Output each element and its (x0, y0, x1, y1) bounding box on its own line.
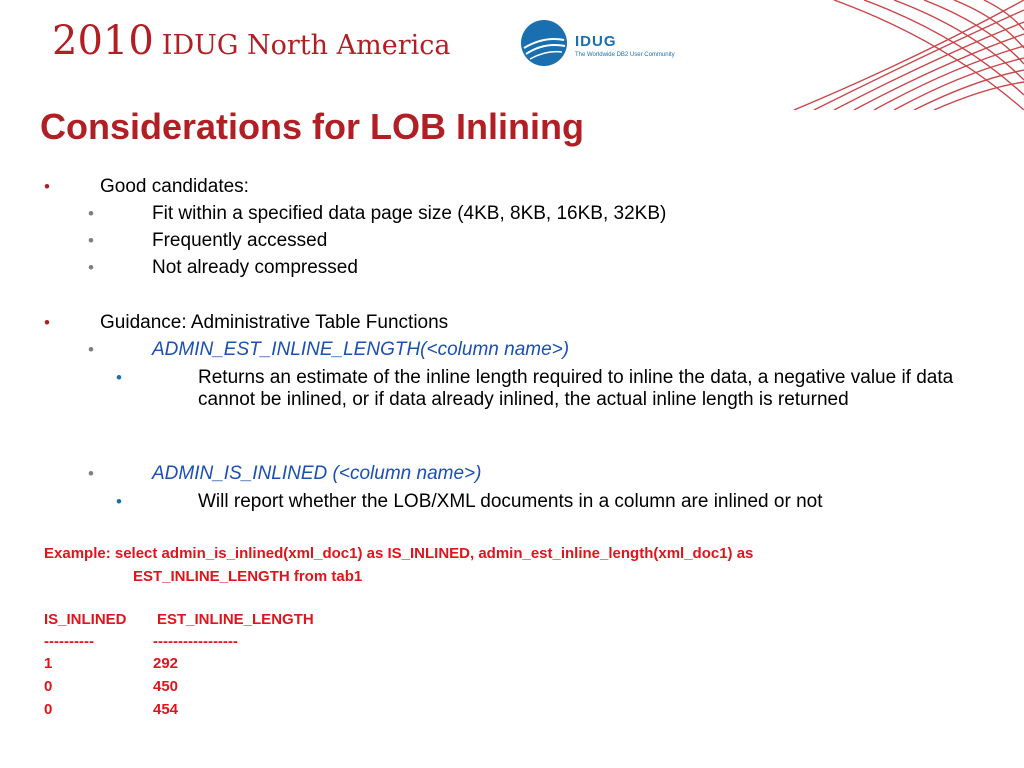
bullet-dot: • (88, 204, 94, 223)
bullet-dot: • (88, 231, 94, 250)
conference-brand (52, 18, 450, 64)
bullet-fit: Fit within a specified data page size (4KB, 8KB, 16KB, 32KB) (152, 203, 667, 224)
logo-name: IDUG (575, 33, 617, 50)
result-rule-col1: ---------- (44, 633, 94, 650)
bullet-dot: • (88, 464, 94, 483)
bullet-dot: • (44, 313, 50, 332)
bullet-dot: • (116, 368, 122, 387)
result-cell-is-inlined: 1 (44, 655, 53, 672)
result-cell-est-length: 292 (153, 655, 179, 672)
corner-swoosh-decoration (794, 0, 1024, 110)
bullet-is-function: ADMIN_IS_INLINED (<column name>) (152, 463, 482, 484)
example-line-1: Example: select admin_is_inlined(xml_doc1) as IS_INLINED, admin_est_inline_length(xml_doc1) as (44, 545, 754, 562)
bullet-is-description: Will report whether the LOB/XML documents in a column are inlined or not (198, 491, 823, 512)
bullet-dot: • (88, 340, 94, 359)
result-cell-is-inlined: 0 (44, 678, 53, 695)
result-header-is-inlined: IS_INLINED (44, 611, 127, 628)
bullet-not-compressed: Not already compressed (152, 257, 358, 278)
logo-tagline: The Worldwide DB2 User Community (575, 52, 675, 58)
result-cell-est-length: 454 (153, 701, 179, 718)
bullet-dot: • (44, 177, 50, 196)
bullet-dot: • (116, 492, 122, 511)
conference-name: IDUG North America (161, 30, 451, 61)
bullet-est-function: ADMIN_EST_INLINE_LENGTH(<column name>) (152, 339, 570, 360)
bullet-good-candidates: Good candidates: (100, 176, 249, 197)
conference-year: 2010 (52, 18, 154, 64)
result-cell-is-inlined: 0 (44, 701, 53, 718)
bullet-dot: • (88, 258, 94, 277)
bullet-est-description: Returns an estimate of the inline length required to inline the data, a negative value if data cannot be inlined, or if data already inlined, the actual inline length is returned (198, 367, 954, 410)
example-line-2: EST_INLINE_LENGTH from tab1 (133, 568, 363, 585)
result-cell-est-length: 450 (153, 678, 179, 695)
result-rule-col2: ----------------- (153, 633, 238, 650)
bullet-guidance: Guidance: Administrative Table Functions (100, 312, 449, 333)
result-header-est-length: EST_INLINE_LENGTH (157, 611, 314, 628)
page-title: Considerations for LOB Inlining (40, 106, 584, 147)
bullet-frequent: Frequently accessed (152, 230, 328, 251)
